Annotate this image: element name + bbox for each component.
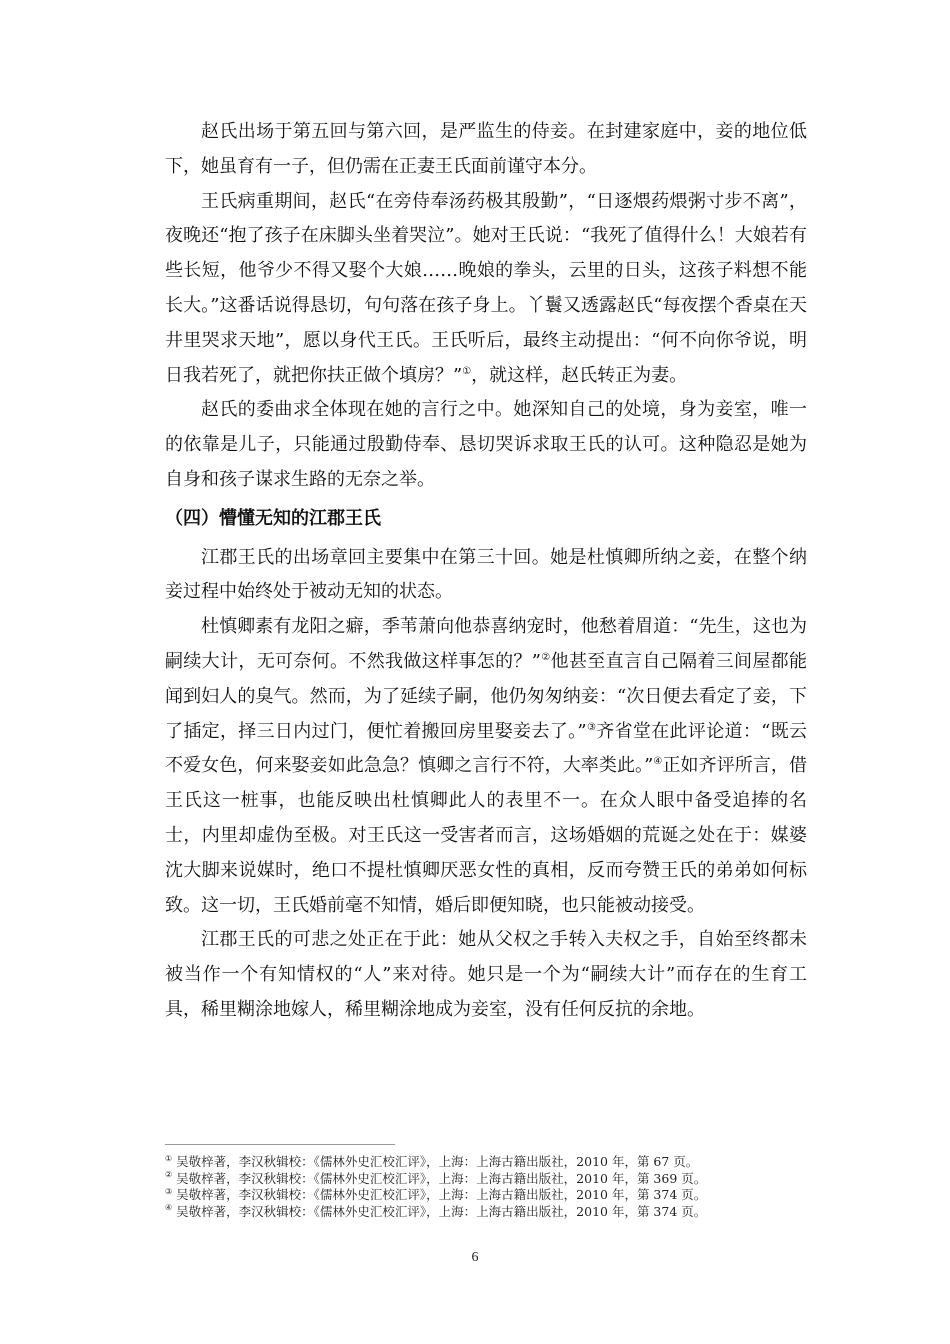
paragraph-wang-conclusion: 江郡王氏的可悲之处正在于此：她从父权之手转入夫权之手，自始至终都未被当作一个有知情权的“人”来对待。她只是一个为“嗣续大计”而存在的生育工具，稀里糊涂地嫁人，稀里糊涂地成为妾室，没有任何反抗的余地。: [165, 929, 807, 1020]
footnotes: [165, 1154, 825, 1220]
footnote-ref-4[interactable]: ④: [653, 756, 663, 768]
footnote-item: [165, 1154, 825, 1171]
footnote-text: 吴敬梓著，李汉秋辑校：《儒林外史汇校汇评》，上海：上海古籍出版社，2010 年，第 67 页。: [176, 1154, 699, 1169]
paragraph-text: 正如齐评所言，借王氏这一桩事，也能反映出杜慎卿此人的表里不一。在众人眼中备受追捧的名士，内里却虚伪至极。对王氏这一受害者而言，这场婚姻的荒诞之处在于：媒婆沈大脚来说媒时，绝口不提杜慎卿厌恶女性的真相，反而夸赞王氏的弟弟如何标致。这一切，王氏婚前毫不知情，婚后即便知晓，也只能被动接受。: [165, 755, 808, 916]
footnote-text: 吴敬梓著，李汉秋辑校：《儒林外史汇校汇评》，上海：上海古籍出版社，2010 年，第 369 页。: [176, 1170, 707, 1186]
footnote-ref-1[interactable]: ①: [462, 365, 472, 377]
footnote-ref-3[interactable]: ③: [586, 721, 597, 733]
paragraph-text: 王氏病重期间，赵氏“在旁侍奉汤药极其殷勤”，“日逐煨药煨粥寸步不离”，夜晚还“抱了孩子在床脚头坐着哭泣”。她对王氏说：“我死了值得什么！大娘若有些长短，他爷少不得又娶个大娘……晚娘的拳头，云里的日头，这孩子料想不能长大。”这番话说得恳切，句句落在孩子身上。丫鬟又透露赵氏“每夜摆个香桌在天井里哭求天地”，愿以身代王氏。王氏听后，最终主动提出：“何不向你爷说，明日我若死了，就把你扶正做个填房？”: [165, 190, 807, 386]
paragraph-text: 杜慎卿素有龙阳之癖，季苇萧向他恭喜纳宠时，他愁着眉道：“先生，这也为嗣续大计，无可奈何。不然我做这样事怎的？”: [165, 616, 807, 672]
paragraph-du-shenqing: [165, 610, 807, 923]
footnote-item: [165, 1187, 825, 1204]
paragraph-wang-intro: 江郡王氏的出场章回主要集中在第三十回。她是杜慎卿所纳之妾，在整个纳妾过程中始终处于被动无知的状态。: [165, 546, 807, 603]
footnote-divider: [165, 1144, 395, 1145]
page-number: 6: [471, 1250, 479, 1265]
paragraph-zhao-intro: 赵氏出场于第五回与第六回，是严监生的侍妾。在封建家庭中，妾的地位低下，她虽育有一子，但仍需在正妻王氏面前谨守本分。: [165, 121, 807, 177]
paragraph-zhao-illness: [165, 185, 807, 394]
paragraph-text: 他甚至直言自己隔着三间屋都能闻到妇人的臭气。然而，为了延续子嗣，他仍匆匆纳妾：“次日便去看定了妾，下了插定，择三日内过门，便忙着搬回房里娶妾去了。”: [165, 650, 808, 742]
paragraph-text-tail: ，就这样，赵氏转正为妻。: [471, 364, 688, 386]
footnote-mark: ③: [165, 1186, 173, 1196]
body-text: [165, 115, 807, 1028]
paragraph-text: 齐省堂在此评论道：“既云不爱女色，何来娶妾如此急急？慎卿之言行不符，大率类此。”: [165, 720, 808, 777]
footnote-ref-2[interactable]: ②: [540, 651, 551, 663]
footnote-mark: ①: [165, 1153, 173, 1163]
footnote-mark: ④: [165, 1203, 173, 1213]
section-heading: （四）懵懂无知的江郡王氏: [165, 507, 381, 529]
footnote-item: [165, 1204, 825, 1221]
footnote-text: 吴敬梓著，李汉秋辑校：《儒林外史汇校汇评》，上海：上海古籍出版社，2010 年，第 374 页。: [176, 1187, 707, 1202]
footnote-item: [165, 1171, 825, 1188]
paragraph-zhao-summary: 赵氏的委曲求全体现在她的言行之中。她深知自己的处境，身为妾室，唯一的依靠是儿子，只能通过殷勤侍奉、恳切哭诉求取王氏的认可。这种隐忍是她为自身和孩子谋求生路的无奈之举。: [165, 399, 807, 490]
footnote-text: 吴敬梓著，李汉秋辑校：《儒林外史汇校汇评》，上海：上海古籍出版社，2010 年，第 374 页。: [176, 1203, 707, 1219]
footnote-mark: ②: [165, 1170, 173, 1180]
